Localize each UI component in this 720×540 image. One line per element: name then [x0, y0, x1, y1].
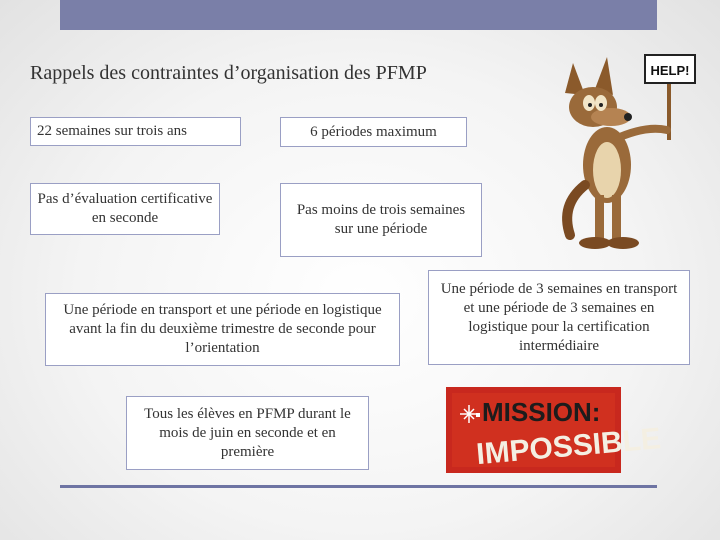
box-certification: Une période de 3 semaines en transport et une période de 3 semaines en logistique pour la certification intermédiaire	[428, 270, 690, 365]
box-pas-evaluation: Pas d’évaluation certificative en seconde	[30, 183, 220, 235]
box-22-semaines: 22 semaines sur trois ans	[30, 117, 241, 146]
box-juin: Tous les élèves en PFMP durant le mois de juin en seconde et en première	[126, 396, 369, 470]
box-orientation: Une période en transport et une période en logistique avant la fin du deuxième trimestre de seconde pour l’orientation	[45, 293, 400, 366]
coyote-help-sign-image	[555, 45, 715, 255]
svg-text:MISSION:: MISSION:	[482, 397, 601, 427]
bottom-divider	[60, 485, 657, 488]
top-accent-bar	[60, 0, 657, 30]
box-6-periodes: 6 périodes maximum	[280, 117, 467, 147]
svg-text:HELP!: HELP!	[650, 63, 690, 78]
svg-text:IMPOSSIBLE: IMPOSSIBLE	[475, 422, 663, 472]
mission-impossible-logo	[446, 387, 663, 473]
box-pas-moins-trois-semaines: Pas moins de trois semaines sur une période	[280, 183, 482, 257]
slide-title: Rappels des contraintes d’organisation des PFMP	[30, 62, 427, 84]
